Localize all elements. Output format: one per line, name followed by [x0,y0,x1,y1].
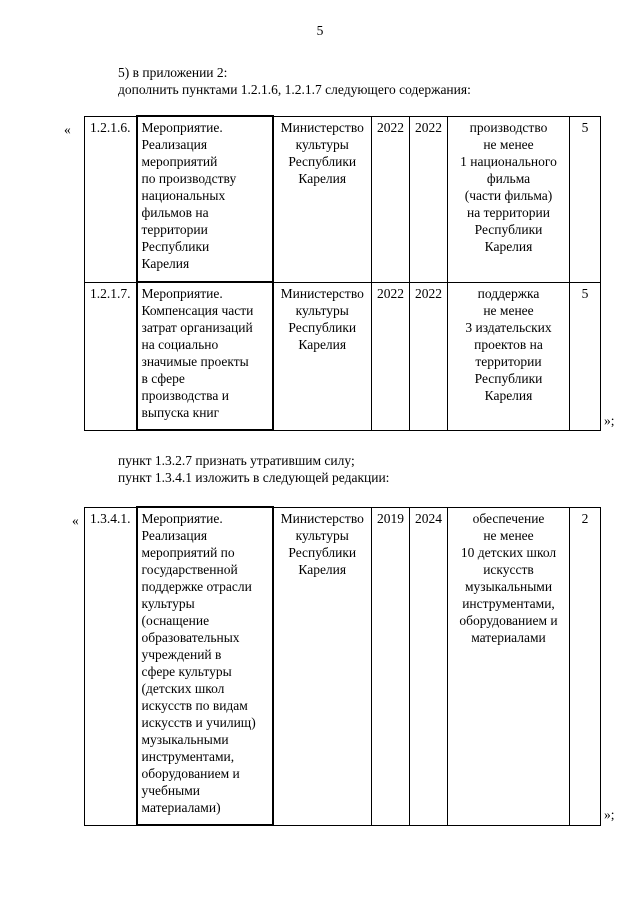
row-number: 1.2.1.7. [85,282,137,430]
row-indicator: поддержка не менее 3 издательских проектов на территории Республики Карелия [448,282,570,430]
row-count: 5 [570,282,601,430]
row-name: Мероприятие. Реализация мероприятий по государственной поддержке отрасли культуры (оснащение образовательных учреждений в сфере культуры (детских школ искусств по видам искусств и училищ) музыкальными инструментами, оборудованием и учебными материалами) [137,507,273,825]
page-number: 5 [316,23,324,38]
row-number: 1.3.4.1. [85,507,137,825]
table1-close-quote: »; [604,413,615,428]
row-number: 1.2.1.6. [85,116,137,282]
table-row [85,282,601,430]
table-row [85,116,601,282]
row-year-start: 2022 [372,116,410,282]
table1-open-quote: « [64,122,71,137]
table2-close-quote: »; [604,807,615,822]
table1 [84,115,601,431]
row-indicator: производство не менее 1 национального фильма (части фильма) на территории Республики Карелия [448,116,570,282]
row-organization: Министерство культуры Республики Карелия [273,282,372,430]
row-count: 2 [570,507,601,825]
middle-line-1: пункт 1.3.2.7 признать утратившим силу; [118,453,355,468]
row-year-end: 2022 [410,282,448,430]
row-year-start: 2019 [372,507,410,825]
table2-open-quote: « [72,513,79,528]
row-count: 5 [570,116,601,282]
row-name: Мероприятие. Реализация мероприятий по производству национальных фильмов на территории Республики Карелия [137,116,273,282]
row-indicator: обеспечение не менее 10 детских школ искусств музыкальными инструментами, оборудованием и материалами [448,507,570,825]
row-year-start: 2022 [372,282,410,430]
row-year-end: 2022 [410,116,448,282]
row-name: Мероприятие. Компенсация части затрат организаций на социально значимые проекты в сфере производства и выпуска книг [137,282,273,430]
row-organization: Министерство культуры Республики Карелия [273,507,372,825]
intro-line-2: дополнить пунктами 1.2.1.6, 1.2.1.7 следующего содержания: [118,82,471,97]
middle-line-2: пункт 1.3.4.1 изложить в следующей редакции: [118,470,390,485]
table2 [84,506,601,826]
row-organization: Министерство культуры Республики Карелия [273,116,372,282]
intro-line-1: 5) в приложении 2: [118,65,228,80]
row-year-end: 2024 [410,507,448,825]
table-row [85,507,601,825]
